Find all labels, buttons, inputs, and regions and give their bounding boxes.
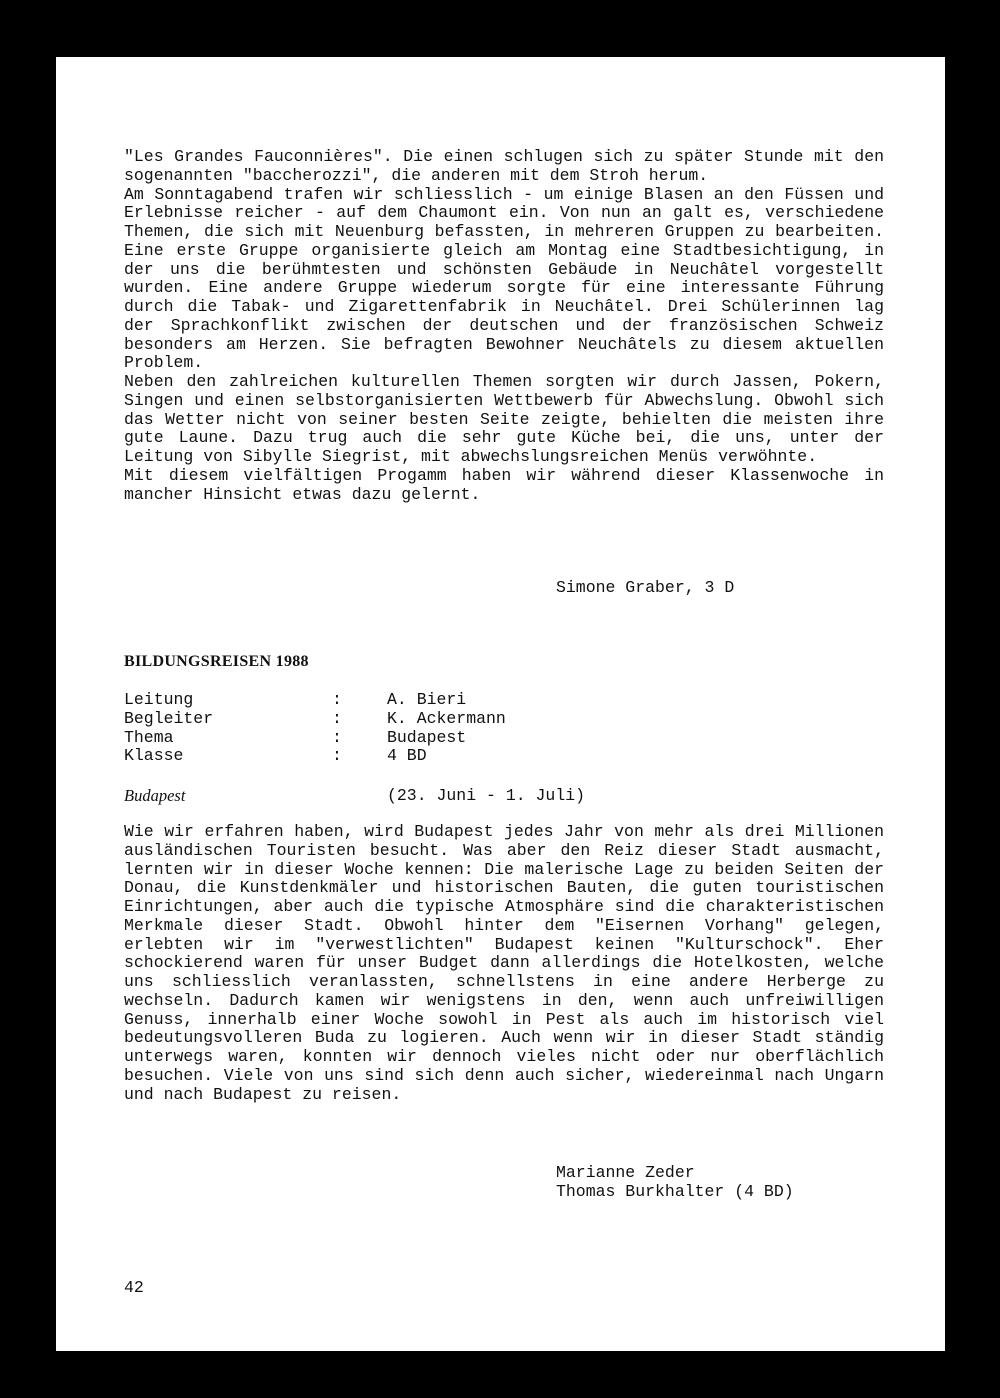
paragraph: Mit diesem vielfältigen Progamm haben wir während dieser Klassenwoche in mancher Hinsicht etwas dazu gelernt. [124,465,884,504]
paragraph: Am Sonntagabend trafen wir schliesslich - um einige Blasen an den Füssen und Erlebnisse reicher - auf dem Chaumont ein. Von nun an galt es, verschiedene Themen, die sich mit Neuenburg befassten, in mehreren Gruppen zu bearbeiten. Eine erste Gruppe organisierte gleich am Montag eine Stadtbesichtigung, in der uns die berühmtesten und schönsten Gebäude in Neuchâtel vorgestellt wurden. Eine andere Gruppe wiederum sorgte für eine interessante Führung durch die Tabak- und Zigarettenfabrik in Neuchâtel. Drei Schülerinnen lag der Sprachkonflikt zwischen der deutschen und der französischen Schweiz besonders am Herzen. Sie befragten Bewohner Neuchâtels zu diesem aktuellen Problem. [124,184,884,373]
info-value: K. Ackermann [387,708,506,728]
info-key: Begleiter [124,708,214,728]
article-1-signature: Simone Graber, 3 D [556,578,735,597]
info-key: Thema [124,727,174,747]
info-separator: : [332,690,342,709]
info-separator: : [332,727,342,747]
info-separator: : [332,708,342,728]
article-2-signature-1: Marianne Zeder [556,1163,695,1182]
info-value: 4 BD [387,746,427,766]
article-2-body [124,823,884,1104]
paragraph: Wie wir erfahren haben, wird Budapest jedes Jahr von mehr als drei Millionen ausländischen Touristen besucht. Was aber den Reiz dieser Stadt ausmacht, lernten wir in dieser Woche kennen: Die malerische Lage zu beiden Seiten der Donau, die Kunstdenkmäler und historischen Bauten, die guten touristischen Einrichtungen, aber auch die typische Atmosphäre sind die charakteristischen Merkmale dieser Stadt. Obwohl hinter dem "Eisernen Vorhang" gelegen, erlebten wir im "verwestlichten" Budapest keinen "Kulturschock". Eher schockierend waren für unser Budget dann allerdings die Hotelkosten, welche uns schliesslich veranlassten, schnellstens in eine andere Herberge zu wechseln. Dadurch kamen wir wenigstens in den, wenn auch unfreiwilligen Genuss, innerhalb einer Woche sowohl in Pest als auch im historisch viel bedeutungsvolleren Buda zu logieren. Auch wenn wir in dieser Stadt ständig unterwegs waren, konnten wir dennoch vieles nicht oder nur oberflächlich besuchen. Viele von uns sind sich denn auch sicher, wiedereinmal nach Ungarn und nach Budapest zu reisen. [124,822,884,1104]
article-2-signature-2: Thomas Burkhalter (4 BD) [556,1182,794,1201]
info-key: Leitung [124,690,194,709]
section-heading: BILDUNGSREISEN 1988 [124,653,309,670]
paragraph: Neben den zahlreichen kulturellen Themen sorgten wir durch Jassen, Pokern, Singen und einen selbstorganisierten Wettbewerb für Abwechslung. Obwohl sich das Wetter nicht von seiner besten Seite zeigte, behielten die meisten ihre gute Laune. Dazu trug auch die sehr gute Küche bei, die uns, unter der Leitung von Sibylle Siegrist, mit abwechslungsreichen Menüs verwöhnte. [124,372,884,466]
info-value: Budapest [387,727,467,747]
paragraph: "Les Grandes Fauconnières". Die einen schlugen sich zu später Stunde mit den sogenannten "baccherozzi", die anderen mit dem Stroh herum. [124,147,884,185]
trip-dates: (23. Juni - 1. Juli) [387,786,586,805]
info-key: Klasse [124,746,184,766]
article-1-body [124,148,884,504]
info-separator: : [332,746,342,766]
trip-subtitle: Budapest [124,786,186,805]
info-value: A. Bieri [387,690,467,709]
page-number: 42 [124,1278,144,1297]
